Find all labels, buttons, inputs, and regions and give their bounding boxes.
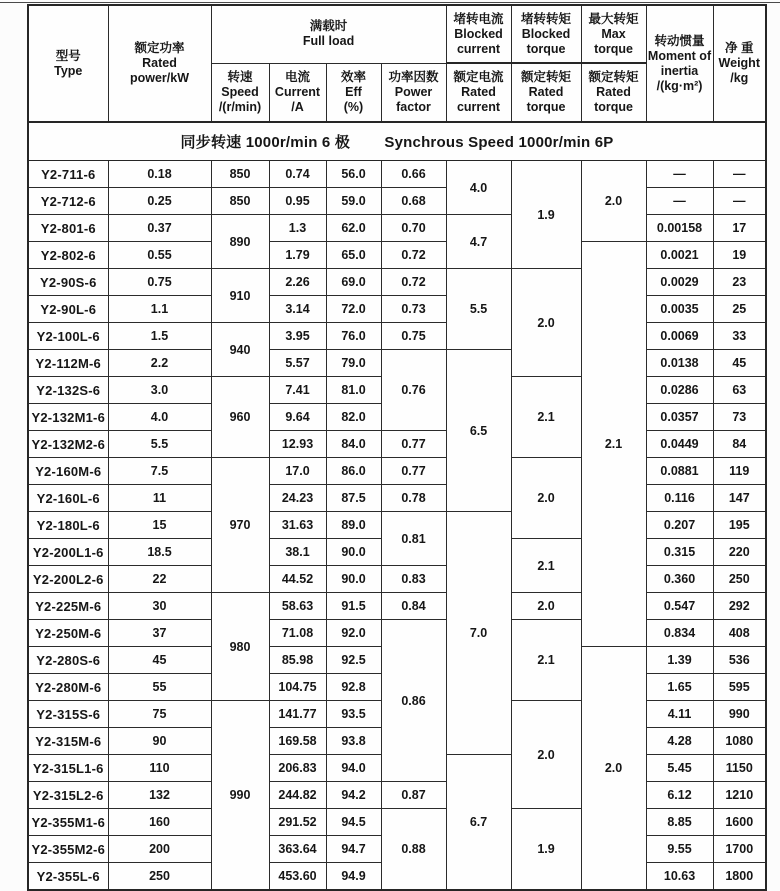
eff-cell: 65.0	[326, 242, 381, 269]
max-torque-unit: torque	[594, 41, 633, 56]
col-header-rated-torque-blocked	[511, 63, 581, 122]
type-cell: Y2-315S-6	[28, 701, 108, 728]
power-cell: 1.1	[108, 296, 211, 323]
current-cell: 453.60	[269, 863, 326, 891]
weight-cell: —	[713, 161, 766, 188]
section-title-zh: 同步转速 1000r/min 6 极	[180, 134, 351, 151]
type-cell: Y2-160L-6	[28, 485, 108, 512]
speed-cell: 850	[211, 161, 269, 188]
rated-torque-blocked-unit: torque	[526, 100, 566, 114]
header-row-1	[28, 5, 766, 63]
type-cell: Y2-355M2-6	[28, 836, 108, 863]
speed-cell: 890	[211, 215, 269, 269]
weight-cell: 1800	[713, 863, 766, 891]
inertia-cell: 0.360	[646, 566, 713, 593]
current-cell: 244.82	[269, 782, 326, 809]
eff-cell: 89.0	[326, 512, 381, 539]
speed-cell: 970	[211, 458, 269, 593]
type-cell: Y2-280S-6	[28, 647, 108, 674]
eff-cell: 81.0	[326, 377, 381, 404]
current-cell: 71.08	[269, 620, 326, 647]
table-row	[28, 431, 766, 458]
weight-cell: 25	[713, 296, 766, 323]
current-cell: 38.1	[269, 539, 326, 566]
blocked-torque-label-zh: 堵转转矩	[521, 11, 572, 26]
mt-cell: 2.0	[581, 161, 646, 242]
power-cell: 0.55	[108, 242, 211, 269]
col-header-weight	[713, 5, 766, 122]
power-cell: 2.2	[108, 350, 211, 377]
type-cell: Y2-802-6	[28, 242, 108, 269]
table-row	[28, 215, 766, 242]
current-label-zh: 电流	[284, 69, 310, 84]
current-cell: 17.0	[269, 458, 326, 485]
bt-cell: 2.0	[511, 593, 581, 620]
current-cell: 363.64	[269, 836, 326, 863]
power-factor-label-en: Power	[394, 84, 433, 99]
inertia-cell: 0.0138	[646, 350, 713, 377]
table-row	[28, 458, 766, 485]
inertia-cell: 1.65	[646, 674, 713, 701]
bc-cell: 5.5	[446, 269, 511, 350]
pf-cell: 0.83	[381, 566, 446, 593]
speed-label-zh: 转速	[227, 69, 253, 84]
power-cell: 250	[108, 863, 211, 891]
rated-current-label-en: Rated	[461, 85, 496, 99]
power-cell: 30	[108, 593, 211, 620]
type-cell: Y2-355L-6	[28, 863, 108, 891]
weight-label-zh: 净 重	[725, 41, 754, 55]
bt-cell: 2.1	[511, 620, 581, 701]
power-cell: 0.75	[108, 269, 211, 296]
inertia-cell: 0.0449	[646, 431, 713, 458]
blocked-torque-unit: torque	[526, 41, 566, 56]
type-cell: Y2-315M-6	[28, 728, 108, 755]
col-header-eff	[326, 63, 381, 122]
type-cell: Y2-180L-6	[28, 512, 108, 539]
table-row	[28, 512, 766, 539]
eff-cell: 90.0	[326, 539, 381, 566]
col-header-blocked-current	[446, 5, 511, 63]
mt-cell: 2.1	[581, 242, 646, 647]
bt-cell: 2.0	[511, 701, 581, 809]
col-header-rated-current	[446, 63, 511, 122]
weight-cell: 1080	[713, 728, 766, 755]
col-header-rated-torque-max	[581, 63, 646, 122]
eff-cell: 90.0	[326, 566, 381, 593]
weight-cell: 1600	[713, 809, 766, 836]
pf-cell: 0.66	[381, 161, 446, 188]
weight-cell: —	[713, 188, 766, 215]
pf-cell: 0.86	[381, 620, 446, 782]
bc-cell: 4.0	[446, 161, 511, 215]
current-cell: 206.83	[269, 755, 326, 782]
mt-cell: 2.0	[581, 647, 646, 891]
inertia-cell: 0.0286	[646, 377, 713, 404]
weight-cell: 408	[713, 620, 766, 647]
table-row	[28, 161, 766, 188]
current-cell: 58.63	[269, 593, 326, 620]
table-row	[28, 593, 766, 620]
table-row	[28, 242, 766, 269]
current-cell: 2.26	[269, 269, 326, 296]
blocked-current-label-en: Blocked	[454, 26, 503, 41]
type-cell: Y2-712-6	[28, 188, 108, 215]
eff-cell: 92.5	[326, 647, 381, 674]
power-cell: 75	[108, 701, 211, 728]
inertia-cell: 0.00158	[646, 215, 713, 242]
table-row	[28, 485, 766, 512]
type-cell: Y2-90S-6	[28, 269, 108, 296]
inertia-unit: /(kg·m²)	[656, 78, 703, 93]
pf-cell: 0.75	[381, 323, 446, 350]
pf-cell: 0.77	[381, 458, 446, 485]
current-cell: 169.58	[269, 728, 326, 755]
page-top-rule	[0, 2, 780, 3]
type-cell: Y2-200L1-6	[28, 539, 108, 566]
weight-cell: 220	[713, 539, 766, 566]
pf-cell: 0.88	[381, 809, 446, 891]
eff-cell: 93.5	[326, 701, 381, 728]
type-cell: Y2-160M-6	[28, 458, 108, 485]
type-cell: Y2-315L2-6	[28, 782, 108, 809]
weight-cell: 33	[713, 323, 766, 350]
inertia-cell: 0.0021	[646, 242, 713, 269]
weight-cell: 23	[713, 269, 766, 296]
rated-current-unit: current	[456, 100, 501, 114]
inertia-cell: —	[646, 161, 713, 188]
type-label-en: Type	[54, 63, 83, 78]
pf-cell: 0.73	[381, 296, 446, 323]
inertia-cell: 0.0035	[646, 296, 713, 323]
rated-torque-max-label-zh: 额定转矩	[588, 70, 639, 84]
rated-power-unit: power/kW	[129, 71, 190, 85]
current-cell: 3.14	[269, 296, 326, 323]
table-row	[28, 323, 766, 350]
weight-cell: 45	[713, 350, 766, 377]
weight-cell: 73	[713, 404, 766, 431]
type-cell: Y2-90L-6	[28, 296, 108, 323]
eff-cell: 91.5	[326, 593, 381, 620]
col-header-type	[28, 5, 108, 122]
type-cell: Y2-711-6	[28, 161, 108, 188]
current-cell: 3.95	[269, 323, 326, 350]
blocked-torque-label-en: Blocked	[521, 26, 571, 41]
bt-cell: 2.1	[511, 539, 581, 593]
weight-cell: 1210	[713, 782, 766, 809]
inertia-cell: 0.0029	[646, 269, 713, 296]
motor-spec-table	[27, 4, 767, 891]
type-cell: Y2-280M-6	[28, 674, 108, 701]
col-header-max-torque	[581, 5, 646, 63]
speed-unit: /(r/min)	[218, 99, 262, 114]
pf-cell: 0.87	[381, 782, 446, 809]
current-cell: 12.93	[269, 431, 326, 458]
col-header-rated-power	[108, 5, 211, 122]
section-title-row	[28, 122, 766, 161]
current-cell: 24.23	[269, 485, 326, 512]
col-header-full-load	[211, 5, 446, 63]
inertia-cell: 4.28	[646, 728, 713, 755]
type-cell: Y2-801-6	[28, 215, 108, 242]
col-header-inertia	[646, 5, 713, 122]
power-cell: 200	[108, 836, 211, 863]
pf-cell: 0.78	[381, 485, 446, 512]
inertia-cell: 9.55	[646, 836, 713, 863]
eff-cell: 87.5	[326, 485, 381, 512]
speed-cell: 980	[211, 593, 269, 701]
pf-cell: 0.81	[381, 512, 446, 566]
bt-cell: 2.0	[511, 269, 581, 377]
pf-cell: 0.84	[381, 593, 446, 620]
type-cell: Y2-200L2-6	[28, 566, 108, 593]
col-header-speed	[211, 63, 269, 122]
power-cell: 1.5	[108, 323, 211, 350]
current-cell: 0.74	[269, 161, 326, 188]
power-factor-unit: factor	[396, 99, 431, 114]
weight-cell: 195	[713, 512, 766, 539]
rated-power-label-en: Rated	[142, 56, 177, 70]
table-body	[28, 161, 766, 891]
table-row	[28, 269, 766, 296]
bc-cell: 6.5	[446, 350, 511, 512]
power-cell: 110	[108, 755, 211, 782]
inertia-cell: 5.45	[646, 755, 713, 782]
eff-cell: 94.5	[326, 809, 381, 836]
bt-cell: 2.0	[511, 458, 581, 539]
current-cell: 141.77	[269, 701, 326, 728]
weight-cell: 17	[713, 215, 766, 242]
inertia-cell: 0.0069	[646, 323, 713, 350]
power-cell: 0.18	[108, 161, 211, 188]
weight-cell: 1150	[713, 755, 766, 782]
current-cell: 31.63	[269, 512, 326, 539]
power-cell: 4.0	[108, 404, 211, 431]
type-cell: Y2-132S-6	[28, 377, 108, 404]
eff-cell: 94.0	[326, 755, 381, 782]
inertia-cell: —	[646, 188, 713, 215]
power-cell: 11	[108, 485, 211, 512]
rated-torque-max-unit: torque	[594, 100, 633, 114]
current-cell: 44.52	[269, 566, 326, 593]
max-torque-label-zh: 最大转矩	[588, 11, 639, 26]
table-row	[28, 809, 766, 836]
speed-cell: 960	[211, 377, 269, 458]
weight-cell: 119	[713, 458, 766, 485]
rated-current-label-zh: 额定电流	[453, 70, 504, 84]
inertia-cell: 0.0357	[646, 404, 713, 431]
power-cell: 0.37	[108, 215, 211, 242]
bc-cell: 7.0	[446, 512, 511, 755]
power-cell: 37	[108, 620, 211, 647]
eff-cell: 72.0	[326, 296, 381, 323]
col-header-blocked-torque	[511, 5, 581, 63]
pf-cell: 0.70	[381, 215, 446, 242]
blocked-current-unit: current	[456, 41, 501, 56]
col-header-power-factor	[381, 63, 446, 122]
eff-cell: 79.0	[326, 350, 381, 377]
eff-cell: 69.0	[326, 269, 381, 296]
weight-cell: 990	[713, 701, 766, 728]
inertia-cell: 0.315	[646, 539, 713, 566]
speed-label-en: Speed	[221, 84, 259, 99]
inertia-cell: 4.11	[646, 701, 713, 728]
power-cell: 0.25	[108, 188, 211, 215]
weight-unit: /kg	[730, 71, 749, 85]
pf-cell: 0.68	[381, 188, 446, 215]
section-title-en: Synchrous Speed 1000r/min 6P	[384, 134, 614, 151]
speed-cell: 850	[211, 188, 269, 215]
pf-cell: 0.72	[381, 242, 446, 269]
rated-power-label-zh: 额定功率	[134, 41, 185, 55]
power-cell: 22	[108, 566, 211, 593]
table-row	[28, 188, 766, 215]
power-cell: 45	[108, 647, 211, 674]
current-cell: 85.98	[269, 647, 326, 674]
current-cell: 9.64	[269, 404, 326, 431]
eff-cell: 84.0	[326, 431, 381, 458]
rated-torque-max-label-en: Rated	[596, 85, 631, 99]
inertia-cell: 1.39	[646, 647, 713, 674]
eff-cell: 94.2	[326, 782, 381, 809]
eff-cell: 93.8	[326, 728, 381, 755]
speed-cell: 990	[211, 701, 269, 891]
section-title	[28, 122, 766, 161]
current-cell: 7.41	[269, 377, 326, 404]
eff-label-zh: 效率	[340, 69, 366, 84]
bt-cell: 1.9	[511, 161, 581, 269]
full-load-label-en: Full load	[302, 34, 355, 49]
current-unit: /A	[291, 99, 304, 114]
power-cell: 15	[108, 512, 211, 539]
weight-cell: 250	[713, 566, 766, 593]
speed-cell: 910	[211, 269, 269, 323]
current-cell: 291.52	[269, 809, 326, 836]
power-cell: 5.5	[108, 431, 211, 458]
type-cell: Y2-112M-6	[28, 350, 108, 377]
type-cell: Y2-315L1-6	[28, 755, 108, 782]
current-cell: 5.57	[269, 350, 326, 377]
eff-cell: 56.0	[326, 161, 381, 188]
inertia-cell: 10.63	[646, 863, 713, 891]
power-cell: 18.5	[108, 539, 211, 566]
table-row	[28, 620, 766, 647]
inertia-label-en2: inertia	[660, 63, 699, 78]
type-cell: Y2-225M-6	[28, 593, 108, 620]
power-cell: 7.5	[108, 458, 211, 485]
power-cell: 132	[108, 782, 211, 809]
eff-unit: (%)	[343, 99, 364, 114]
table-row	[28, 782, 766, 809]
weight-label-en: Weight	[718, 56, 760, 70]
eff-cell: 94.7	[326, 836, 381, 863]
table-row	[28, 350, 766, 377]
pf-cell: 0.72	[381, 269, 446, 296]
current-cell: 0.95	[269, 188, 326, 215]
current-label-en: Current	[274, 84, 321, 99]
power-cell: 90	[108, 728, 211, 755]
weight-cell: 536	[713, 647, 766, 674]
type-cell: Y2-132M2-6	[28, 431, 108, 458]
bc-cell: 6.7	[446, 755, 511, 891]
current-cell: 1.3	[269, 215, 326, 242]
pf-cell: 0.76	[381, 350, 446, 431]
eff-cell: 76.0	[326, 323, 381, 350]
inertia-cell: 8.85	[646, 809, 713, 836]
weight-cell: 292	[713, 593, 766, 620]
power-factor-label-zh: 功率因数	[388, 69, 439, 84]
type-cell: Y2-250M-6	[28, 620, 108, 647]
weight-cell: 595	[713, 674, 766, 701]
inertia-cell: 6.12	[646, 782, 713, 809]
full-load-label-zh: 满载时	[309, 19, 348, 34]
rated-torque-blocked-label-zh: 额定转矩	[521, 70, 572, 84]
weight-cell: 84	[713, 431, 766, 458]
col-header-current	[269, 63, 326, 122]
type-label-zh: 型号	[55, 48, 81, 63]
current-cell: 104.75	[269, 674, 326, 701]
eff-cell: 86.0	[326, 458, 381, 485]
power-cell: 3.0	[108, 377, 211, 404]
rated-torque-blocked-label-en: Rated	[528, 85, 564, 99]
table-row	[28, 296, 766, 323]
current-cell: 1.79	[269, 242, 326, 269]
eff-cell: 92.0	[326, 620, 381, 647]
power-cell: 55	[108, 674, 211, 701]
bc-cell: 4.7	[446, 215, 511, 269]
pf-cell: 0.77	[381, 431, 446, 458]
speed-cell: 940	[211, 323, 269, 377]
inertia-cell: 0.207	[646, 512, 713, 539]
eff-cell: 82.0	[326, 404, 381, 431]
eff-cell: 92.8	[326, 674, 381, 701]
bt-cell: 2.1	[511, 377, 581, 458]
eff-cell: 59.0	[326, 188, 381, 215]
weight-cell: 1700	[713, 836, 766, 863]
bt-cell: 1.9	[511, 809, 581, 891]
inertia-cell: 0.834	[646, 620, 713, 647]
inertia-cell: 0.116	[646, 485, 713, 512]
power-cell: 160	[108, 809, 211, 836]
inertia-cell: 0.547	[646, 593, 713, 620]
eff-label-en: Eff	[345, 84, 362, 99]
inertia-label-en: Moment of	[647, 48, 712, 63]
max-torque-label-en: Max	[601, 26, 626, 41]
inertia-label-zh: 转动惯量	[654, 33, 705, 48]
weight-cell: 19	[713, 242, 766, 269]
eff-cell: 94.9	[326, 863, 381, 891]
table-row	[28, 566, 766, 593]
eff-cell: 62.0	[326, 215, 381, 242]
weight-cell: 63	[713, 377, 766, 404]
type-cell: Y2-355M1-6	[28, 809, 108, 836]
blocked-current-label-zh: 堵转电流	[453, 11, 504, 26]
type-cell: Y2-132M1-6	[28, 404, 108, 431]
inertia-cell: 0.0881	[646, 458, 713, 485]
weight-cell: 147	[713, 485, 766, 512]
type-cell: Y2-100L-6	[28, 323, 108, 350]
